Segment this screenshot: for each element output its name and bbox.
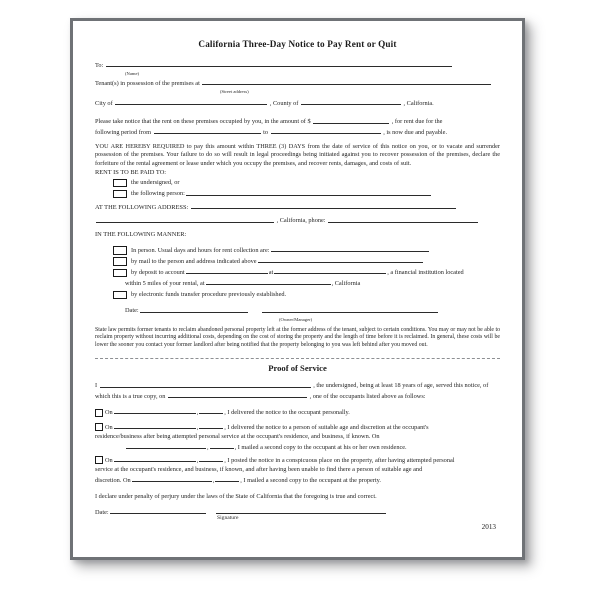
pos-option-2-text: , I delivered the notice to a person of suitable age and discretion at the occupant's bbox=[224, 423, 429, 431]
checkbox-icon-posted-service[interactable] bbox=[95, 456, 103, 464]
pay-to-option-person-label: the following person: bbox=[131, 190, 185, 198]
manner-option-by-mail-row[interactable] bbox=[95, 256, 500, 267]
pos-option-3-cont-3: , I mailed a second copy to the occupant at the property. bbox=[240, 476, 381, 484]
pay-to-heading: RENT IS TO BE PAID TO: bbox=[95, 168, 167, 176]
address-rule-2[interactable] bbox=[96, 215, 274, 222]
field-tenant-row bbox=[95, 78, 500, 89]
abandoned-property-paragraph: State law permits former tenants to reclaim abandoned personal property left at the former address of the tenant, subject to certain conditions. You may or may not be able to reclaim property without incurring additional costs, depending on the cost of storing the property and the length of time before it is reclaimed. In general, these costs will be lower the sooner you contact your former landlord after being notified that the property belonging to you was left behind after you moved out. bbox=[95, 326, 500, 348]
document-year: 2013 bbox=[481, 523, 496, 531]
pos-option-1-on-label: On bbox=[105, 409, 113, 417]
pos-option-1-text: , I delivered the notice to the occupant personally. bbox=[224, 409, 350, 417]
period-to-rule[interactable] bbox=[271, 127, 381, 134]
manner-option-deposit-row[interactable] bbox=[95, 267, 500, 278]
pos-option-2-cont-1-row bbox=[95, 432, 500, 442]
street-address-caption: (Street address) bbox=[220, 88, 249, 94]
field-period-row bbox=[95, 127, 500, 138]
pos-option-personal-row[interactable]: On , , I delivered the notice to the occupant personally. bbox=[95, 407, 500, 418]
pos-intro-a: , the undersigned, being at least 18 years of age, served this notice, of bbox=[313, 382, 489, 390]
deposit-state-label: , California bbox=[331, 280, 361, 288]
amount-sentence-start: Please take notice that the rent on these premises occupied by you, in the amount of $ bbox=[95, 118, 311, 126]
pos-server-name-rule[interactable] bbox=[100, 380, 311, 387]
deposit-bank-rule[interactable] bbox=[274, 267, 386, 274]
address-row-2 bbox=[95, 215, 500, 226]
pos-option-2-date-rule[interactable] bbox=[114, 422, 196, 429]
final-signature-rule[interactable] bbox=[216, 507, 386, 514]
deposit-tail-label: , a financial institution located bbox=[387, 269, 464, 277]
tenant-address-rule[interactable] bbox=[202, 78, 491, 85]
pos-option-3-cont-2: discretion. On bbox=[95, 476, 131, 484]
final-date-rule[interactable] bbox=[110, 507, 206, 514]
address-heading: AT THE FOLLOWING ADDRESS: bbox=[95, 203, 189, 211]
deposit-within-label: within 5 miles of your rental, at bbox=[125, 280, 205, 288]
pos-option-1-time-rule[interactable] bbox=[199, 407, 223, 414]
pay-to-option-undersigned-row[interactable] bbox=[95, 177, 500, 188]
checkbox-icon-by-mail[interactable] bbox=[113, 257, 127, 266]
collection-hours-rule[interactable] bbox=[271, 245, 429, 252]
checkbox-icon-electronic-funds[interactable] bbox=[113, 291, 127, 300]
pos-option-3-cont-2-row: discretion. On , , I mailed a second copy to the occupant at the property. bbox=[95, 475, 500, 486]
checkbox-icon-in-person[interactable] bbox=[113, 246, 127, 255]
pay-to-option-undersigned-label: the undersigned, or bbox=[131, 179, 180, 187]
name-caption: (Name) bbox=[125, 70, 140, 76]
period-from-rule[interactable] bbox=[154, 127, 261, 134]
checkbox-icon-substituted-service[interactable] bbox=[95, 423, 103, 431]
checkbox-icon-personal-service[interactable] bbox=[95, 409, 103, 417]
pos-option-posted-row[interactable]: On , , I posted the notice in a conspicuous place on the property, after having attempted personal bbox=[95, 455, 500, 466]
address-state-label: , California, phone: bbox=[276, 217, 326, 225]
checkbox-icon-undersigned[interactable] bbox=[113, 179, 127, 188]
manner-option-in-person-row[interactable] bbox=[95, 245, 500, 256]
tenant-label: Tenant(s) in possession of the premises at bbox=[95, 79, 200, 87]
pos-i-label: I bbox=[95, 382, 98, 390]
manner-option-eft-row[interactable] bbox=[95, 289, 500, 300]
deposit-within-rule[interactable] bbox=[206, 278, 331, 285]
pos-option-2-cont-2-row: , , I mailed a second copy to the occupant at his or her own residence. bbox=[95, 442, 500, 453]
signature-caption: Signature bbox=[217, 515, 239, 522]
page-title: California Three-Day Notice to Pay Rent or Quit bbox=[198, 39, 397, 49]
owner-date-row bbox=[95, 305, 500, 316]
final-date-signature-row bbox=[95, 507, 500, 516]
owner-date-rule[interactable] bbox=[140, 305, 248, 312]
pos-option-3-mail-time-rule[interactable] bbox=[215, 475, 239, 482]
document-page bbox=[73, 21, 522, 557]
deposit-at-label: at bbox=[268, 269, 274, 277]
pos-option-3-text: , I posted the notice in a conspicuous place on the property, after having attempted personal bbox=[224, 456, 455, 464]
owner-date-label: Date: bbox=[125, 307, 139, 315]
pos-option-2-cont-2: , I mailed a second copy to the occupant at his or her own residence. bbox=[234, 444, 407, 452]
city-rule[interactable] bbox=[115, 98, 267, 105]
state-label: , California. bbox=[403, 99, 434, 107]
manner-option-in-person-label: In person. Usual days and hours for rent collection are: bbox=[131, 246, 270, 254]
pos-option-3-time-rule[interactable] bbox=[199, 455, 223, 462]
final-date-label: Date: bbox=[95, 509, 109, 517]
county-label: , County of bbox=[269, 99, 299, 107]
section-divider bbox=[95, 358, 500, 359]
field-to-row bbox=[95, 60, 500, 71]
proof-of-service-heading: Proof of Service bbox=[268, 363, 327, 374]
checkbox-icon-following-person[interactable] bbox=[113, 190, 127, 199]
owner-manager-caption: (Owner/Manager) bbox=[279, 316, 313, 322]
to-input-rule[interactable] bbox=[106, 60, 452, 67]
pos-option-3-on-label: On bbox=[105, 456, 113, 464]
period-to-label: to bbox=[263, 129, 269, 137]
address-rule-1[interactable] bbox=[191, 202, 456, 209]
checkbox-icon-deposit[interactable] bbox=[113, 269, 127, 278]
manner-deposit-within-row bbox=[95, 278, 500, 289]
requirement-paragraph: YOU ARE HEREBY REQUIRED to pay this amount within THREE (3) DAYS from the date of service of this notice on you, or to vacate and surrender possession of the premises. Your failure to do so will result in legal proceedings being initiated against you to recover possession of the premises, declare the forfeiture of the rental agreement or lease under which you occupy the premises, and recover rents, damages, and costs of suit. bbox=[95, 142, 500, 167]
phone-rule[interactable] bbox=[328, 215, 478, 222]
manner-option-deposit-label: by deposit to account bbox=[131, 269, 185, 277]
pos-option-2-cont-1: residence/business after being attempted personal service at the occupant's residence, and business, if known. On bbox=[95, 433, 380, 441]
pay-to-option-person-row[interactable] bbox=[95, 188, 500, 199]
amount-rule[interactable] bbox=[313, 116, 389, 123]
pos-intro-row-1 bbox=[95, 380, 500, 391]
pos-option-2-mail-time-rule[interactable] bbox=[210, 442, 234, 449]
period-from-label: following period from bbox=[95, 129, 151, 137]
document-page-frame bbox=[70, 18, 525, 560]
pos-occupant-rule[interactable] bbox=[168, 391, 307, 398]
owner-signature-rule[interactable] bbox=[262, 305, 438, 312]
pos-intro-b: which this is a true copy, on bbox=[95, 393, 166, 401]
pos-option-1-date-rule[interactable] bbox=[114, 407, 196, 414]
field-amount-row bbox=[95, 116, 500, 127]
pos-option-3-cont-1-row bbox=[95, 465, 500, 475]
pos-option-2-time-rule[interactable] bbox=[199, 422, 223, 429]
to-label: To: bbox=[95, 62, 104, 70]
county-rule[interactable] bbox=[301, 98, 401, 105]
city-label: City of bbox=[95, 99, 113, 107]
period-tail: , is now due and payable. bbox=[383, 129, 448, 137]
field-city-row bbox=[95, 98, 500, 109]
by-mail-rule[interactable] bbox=[258, 256, 423, 263]
pos-option-3-cont-1: service at the occupant's residence, and business, if known, and after having been unable to find there a person of suitable age and bbox=[95, 466, 423, 474]
pos-option-substituted-row[interactable]: On , , I delivered the notice to a person of suitable age and discretion at the occupant's bbox=[95, 422, 500, 433]
manner-option-by-mail-label: by mail to the person and address indicated above bbox=[131, 258, 257, 266]
manner-option-eft-label: by electronic funds transfer procedure previously established. bbox=[131, 291, 287, 299]
amount-sentence-end: , for rent due for the bbox=[391, 118, 443, 126]
declaration-row: I declare under penalty of perjury under the laws of the State of California that the foregoing is true and correct. bbox=[95, 493, 377, 501]
pos-option-2-mail-date-rule[interactable] bbox=[126, 442, 206, 449]
manner-heading: IN THE FOLLOWING MANNER: bbox=[95, 231, 187, 239]
address-heading-row bbox=[95, 202, 500, 213]
following-person-rule[interactable] bbox=[186, 188, 431, 195]
pos-intro-row-2 bbox=[95, 391, 500, 402]
pos-option-2-on-label: On bbox=[105, 423, 113, 431]
pos-intro-c: , one of the occupants listed above as follows: bbox=[309, 393, 426, 401]
pos-option-3-date-rule[interactable] bbox=[114, 455, 196, 462]
pos-option-3-mail-date-rule[interactable] bbox=[132, 475, 212, 482]
deposit-account-rule[interactable] bbox=[186, 267, 268, 274]
